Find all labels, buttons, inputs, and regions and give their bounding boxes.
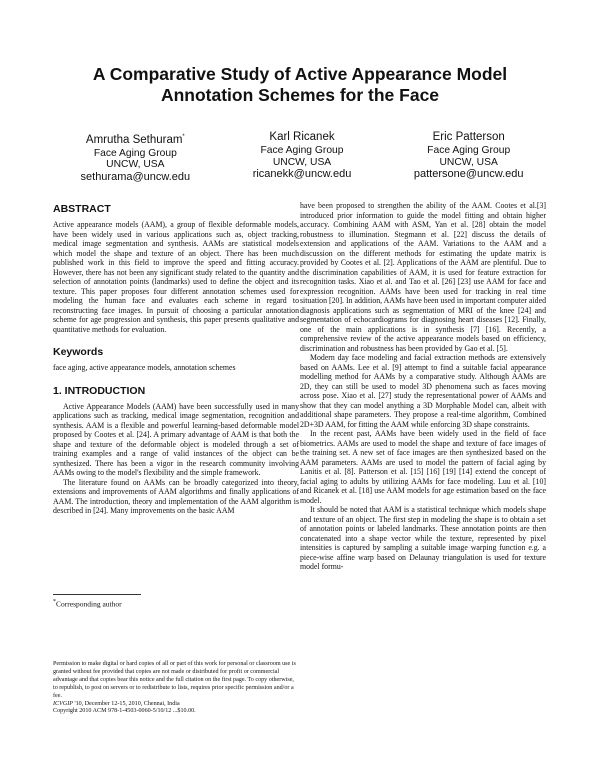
author-3 xyxy=(385,131,552,183)
intro-paragraph-1: Active Appearance Models (AAM) have been successfully used in many applications such as tracking, medical image segmentation, recognition and synthesis. AAM is a flexible and powerful learning-based deformable model proposed by Cootes et al. [24]. A primary advantage of AAM is that both the shape and texture of the deformable object is modeled through a set of training examples and a range of valid instances of the object can be synthesized. There has been a vigor in the research community involving AAMs owing to the model's flexibility and the simple framework. xyxy=(53,401,299,477)
permission-notice xyxy=(53,661,299,716)
left-column xyxy=(53,203,299,516)
footnote-rule xyxy=(53,594,141,595)
author-2-institution: UNCW, USA xyxy=(272,156,332,168)
author-3-name: Eric Patterson xyxy=(432,131,505,143)
author-2-name: Karl Ricanek xyxy=(269,131,335,143)
author-2 xyxy=(219,131,386,183)
author-1-mark: * xyxy=(182,134,185,140)
title-line-2: Annotation Schemes for the Face xyxy=(160,85,440,105)
author-2-affiliation: Face Aging Group xyxy=(260,145,344,156)
author-1-institution: UNCW, USA xyxy=(106,159,165,171)
abstract-text: Active appearance models (AAM), a group of flexible deformable models, have been widely used in various applications such as, object tracking, medical image segmentation and synthesis. AAMs are statistical models which model the shape and texture of an object. There has been much published work in this field to improve the speed and fitting accuracy. However, there has not been any significant study related to the quantity and selection of annotation points (landmarks) used to define the object and its texture. This paper proposes four different annotation schemes used for modeling the human face and evaluates each scheme in regard to reconstructing face images. In pursuit of choosing a particular annotation scheme for age progression and synthesis, this paper presents qualitative and quantitative methods for evaluation. xyxy=(53,220,299,334)
permission-text: Permission to make digital or hard copies of all or part of this work for personal or classroom use is granted without fee provided that copies are not made or distributed for profit or commercial advantage and that copies bear this notice and the full citation on the first page. To copy otherwise, to republish, to post on servers or to redistribute to lists, requires prior specific permission and/or a fee. xyxy=(53,661,296,699)
author-3-affiliation: Face Aging Group xyxy=(427,145,511,156)
keywords-heading: Keywords xyxy=(53,346,104,358)
author-1 xyxy=(52,131,219,183)
abstract-heading: ABSTRACT xyxy=(53,203,111,215)
right-paragraph-2: Modern day face modeling and facial extraction methods are extensively based on AAMs. Lee et al. [9] attempt to find a suitable facial appearance modelling method for AAMs by a comparative study. Although AAMs are 2D, they can still be used to model 3D phenomena such as faces moving across pose. Xiao et al. [27] study the representational power of AAMs and show that they can model anything a 3D Morphable Model can, albeit with additional shape parameters. They propose a real-time algorithm, Combined 2D+3D AAM, for fitting the AAM while enforcing 3D shape constraints. xyxy=(300,353,546,429)
footnote-mark: * xyxy=(53,599,56,605)
venue-name: ICVGIP xyxy=(53,700,73,707)
author-3-institution: UNCW, USA xyxy=(439,156,498,168)
author-1-affiliation: Face Aging Group xyxy=(93,147,177,159)
right-paragraph-3: In the recent past, AAMs have been widely used in the field of face biometrics. AAMs are used to model the shape and texture of face images of the training set. A new set of face images are then synthesized based on the AAM parameters. AAMs are used to model the pattern of facial aging by Lanitis et al. [8]. Patterson et al. [15] [16] [19] [14] extend the concept of facial aging to adults by utilizing AAMs for face modeling. Luu et al. [10] and Ricanek et al. [18] use AAM models for age estimation based on the face model. xyxy=(300,429,546,505)
author-2-email: ricanekk@uncw.edu xyxy=(252,168,352,180)
footnote xyxy=(53,594,299,609)
author-3-email: pattersone@uncw.edu xyxy=(413,168,524,180)
paper-title xyxy=(50,64,550,106)
footnote-text: Corresponding author xyxy=(56,599,122,609)
author-block xyxy=(52,131,552,183)
right-paragraph-4: It should be noted that AAM is a statistical technique which models shape and texture of an object. The first step in modeling the shape is to obtain a set of annotation points or labeled landmarks. These annotation points are then concatenated into a shape vector while the texture, represented by pixel intensities is captured by sampling a suitable image warping function e.g. a piece-wise affine warp based on Delaunay triangulation is used for texture model formu- xyxy=(300,505,546,571)
title-line-1: A Comparative Study of Active Appearance Model xyxy=(92,64,508,84)
copyright-line: Copyright 2010 ACM 978-1-4503-0060-5/10/12 ...$10.00. xyxy=(53,708,196,715)
author-1-email: sethurama@uncw.edu xyxy=(80,170,191,183)
intro-paragraph-2: The literature found on AAMs can be broadly categorized into theory, extensions and improvements of AAM algorithms and finally applications of AAM. The introduction, theory and implementation of the AAM algorithm is described in [24]. Many improvements on the basic AAM xyxy=(53,477,299,515)
author-1-name: Amrutha Sethuram xyxy=(85,133,183,146)
right-column xyxy=(300,201,546,572)
right-paragraph-1: have been proposed to strengthen the ability of the AAM. Cootes et al.[3] introduced prior information to guide the model fitting and obtain higher accuracy. Combining AAM with ASM, Yan et al. [28] obtain the model robustness to illumination. Stegmann et al. [22] discuss the details of extension and applications of the AAM. Variations to the AAM and a discussion on the different methods for estimating the update matrix is provided by Cootes et al. [2]. Applications of the AAM are plentiful. Due to the discrimination capabilities of AAM, it is used for feature extraction for recognition tasks. Xiao et al. and Tao et al. [26] [23] use AAM for face and expression recognition. AAMs have been used for tracking in real time situation [20]. In addition, AAMs have been used in important computer aided diagnosis applications such as segmentation of MRI of the knee [24] and segmentation of echocardiograms for diagnosing heart diseases [12]. Finally, one of the main applications is in synthesis [7] [16]. Recently, a comprehensive review of the active appearance models based on efficiency, discrimination and robustness has been provided by Gao et al. [5]. xyxy=(300,201,546,353)
introduction-heading: 1. INTRODUCTION xyxy=(53,384,146,397)
keywords-text: face aging, active appearance models, annotation schemes xyxy=(53,363,236,372)
venue-details: '10, December 12-15, 2010, Chennai, India xyxy=(72,700,180,707)
